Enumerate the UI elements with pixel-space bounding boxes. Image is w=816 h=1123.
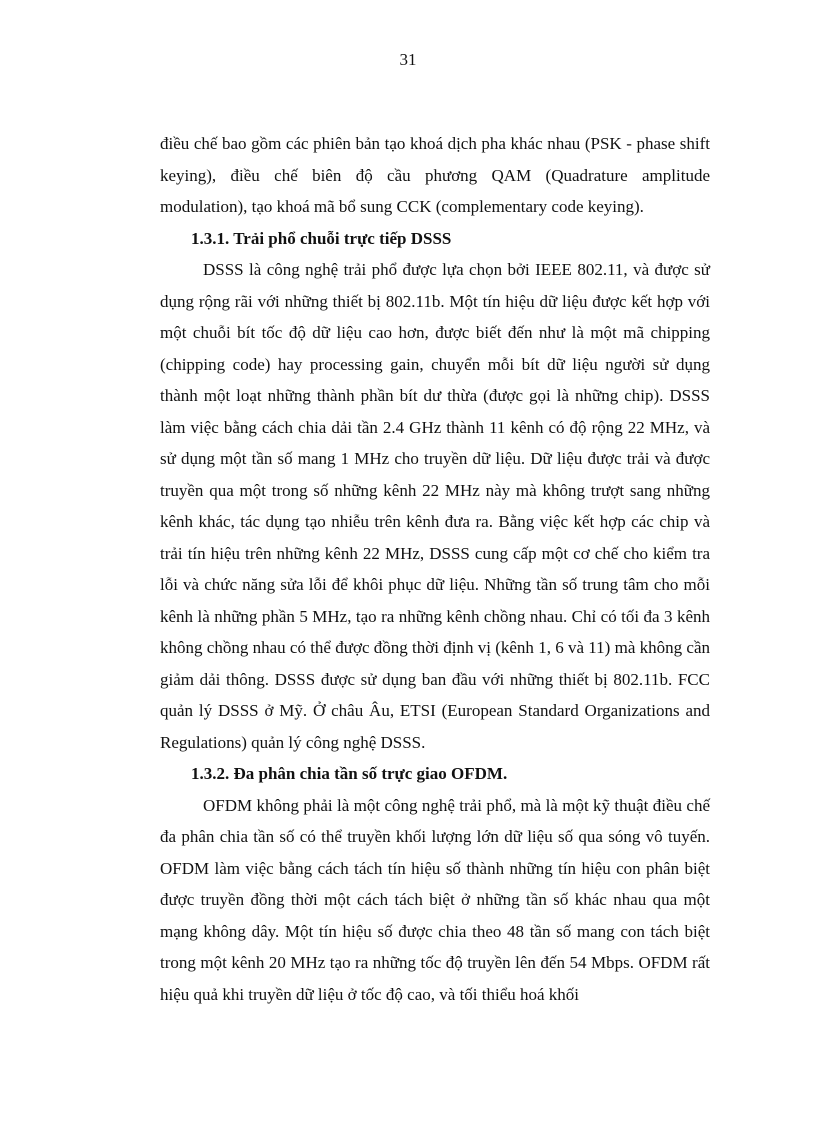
paragraph-ofdm: OFDM không phải là một công nghệ trải phổ, mà là một kỹ thuật điều chế đa phân chia tần số có thể truyền khối lượng lớn dữ liệu số qua sóng vô tuyến. OFDM làm việc bằng cách tách tín hiệu số thành những tín hiệu con phân biệt được truyền đồng thời một cách tách biệt ở những tần số khác nhau qua một mạng không dây. Một tín hiệu số được chia theo 48 tần số mang con tách biệt trong một kênh 20 MHz tạo ra những tốc độ truyền lên đến 54 Mbps. OFDM rất hiệu quả khi truyền dữ liệu ở tốc độ cao, và tối thiểu hoá khối	[160, 795, 710, 1004]
page-number: 31	[399, 50, 417, 69]
body-text	[160, 128, 710, 1010]
paragraph-dsss: DSSS là công nghệ trải phổ được lựa chọn bởi IEEE 802.11, và được sử dụng rộng rãi với những thiết bị 802.11b. Một tín hiệu dữ liệu được kết hợp với một chuỗi bít tốc độ dữ liệu cao hơn, được biết đến như là một mã chipping (chipping code) hay processing gain, chuyển mỗi bít dữ liệu người sử dụng thành một loạt những thành phần bít dư thừa (được gọi là những chip). DSSS làm việc bằng cách chia dải tần 2.4 GHz thành 11 kênh có độ rộng 22 MHz, và sử dụng một tần số mang 1 MHz cho truyền dữ liệu. Dữ liệu được trải và được truyền qua một trong số những kênh 22 MHz này mà không trượt sang những kênh khác, tác dụng tạo nhiễu trên kênh đưa ra. Bằng việc kết hợp các chip và trải tín hiệu trên những kênh 22 MHz, DSSS cung cấp một cơ chế cho kiểm tra lỗi và chức năng sửa lỗi để khôi phục dữ liệu. Những tần số trung tâm cho mỗi kênh là những phần 5 MHz, tạo ra những kênh chồng nhau. Chỉ có tối đa 3 kênh không chồng nhau có thể được đồng thời định vị (kênh 1, 6 và 11) mà không cần giảm dải thông. DSSS được sử dụng ban đầu với những thiết bị 802.11b. FCC quản lý DSSS ở Mỹ. Ở châu Âu, ETSI (European Standard Organizations and Regulations) quản lý công nghệ DSSS.	[160, 260, 710, 752]
paragraph-intro: điều chế bao gồm các phiên bản tạo khoá dịch pha khác nhau (PSK - phase shift keying), điều chế biên độ cầu phương QAM (Quadrature amplitude modulation), tạo khoá mã bổ sung CCK (complementary code keying).	[160, 134, 710, 216]
section-heading-ofdm: 1.3.2. Đa phân chia tần số trực giao OFDM.	[191, 764, 508, 783]
section-heading-dsss: 1.3.1. Trải phổ chuỗi trực tiếp DSSS	[191, 228, 452, 248]
